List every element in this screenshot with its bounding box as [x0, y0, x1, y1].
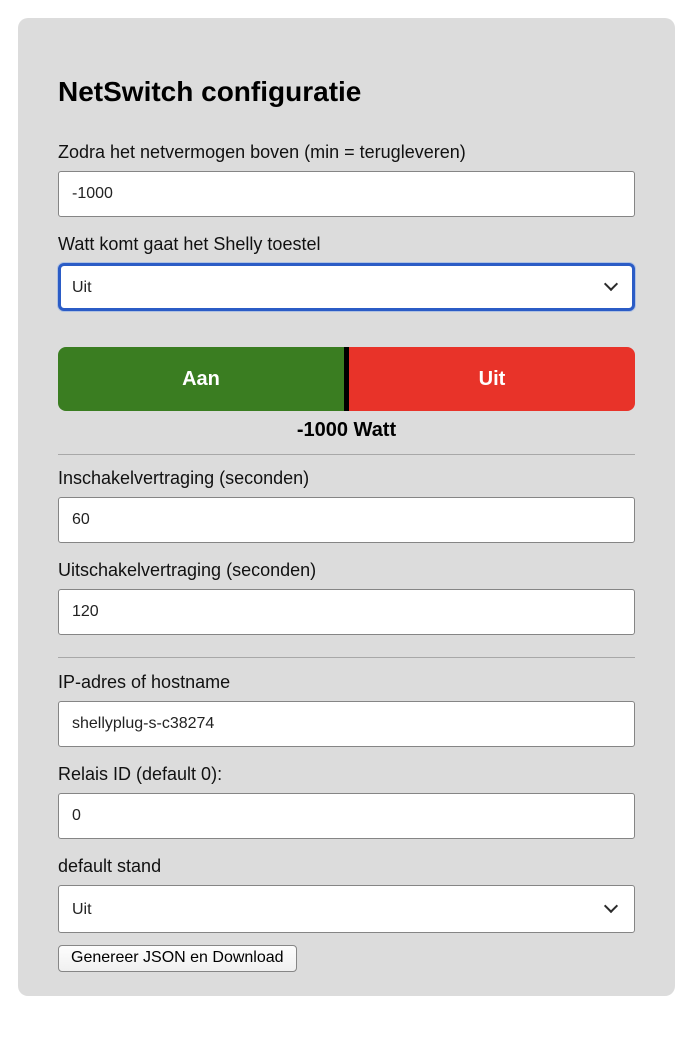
state-on-label: Aan: [182, 367, 220, 390]
relay-id-label: Relais ID (default 0):: [58, 764, 223, 784]
default-state-select-wrap: [58, 885, 635, 933]
action-select[interactable]: [58, 263, 635, 311]
default-state-label: default stand: [58, 856, 162, 876]
host-input[interactable]: [58, 701, 635, 747]
threshold-label: Zodra het netvermogen boven (min = terugleveren): [58, 142, 466, 162]
state-off-segment: [349, 347, 635, 411]
host-label: IP-adres of hostname: [58, 672, 231, 692]
generate-json-button[interactable]: Genereer JSON en Download: [58, 945, 297, 972]
threshold-input[interactable]: [58, 171, 635, 217]
page-title: NetSwitch configuratie: [58, 76, 362, 107]
state-indicator-bar: [58, 347, 635, 411]
default-state-select[interactable]: [58, 885, 635, 933]
off-delay-label: Uitschakelvertraging (seconden): [58, 560, 317, 580]
off-delay-input[interactable]: [58, 589, 635, 635]
on-delay-input[interactable]: [58, 497, 635, 543]
action-label: Watt komt gaat het Shelly toestel: [58, 234, 321, 254]
page: [0, 18, 693, 1042]
on-delay-label: Inschakelvertraging (seconden): [58, 468, 310, 488]
watt-status-text: -1000 Watt: [296, 419, 397, 441]
section-divider: [58, 454, 635, 455]
relay-id-input[interactable]: [58, 793, 635, 839]
config-card: [18, 18, 675, 996]
state-off-label: Uit: [478, 367, 506, 390]
state-on-segment: [58, 347, 344, 411]
action-select-wrap: [58, 263, 635, 311]
section-divider: [58, 657, 635, 658]
